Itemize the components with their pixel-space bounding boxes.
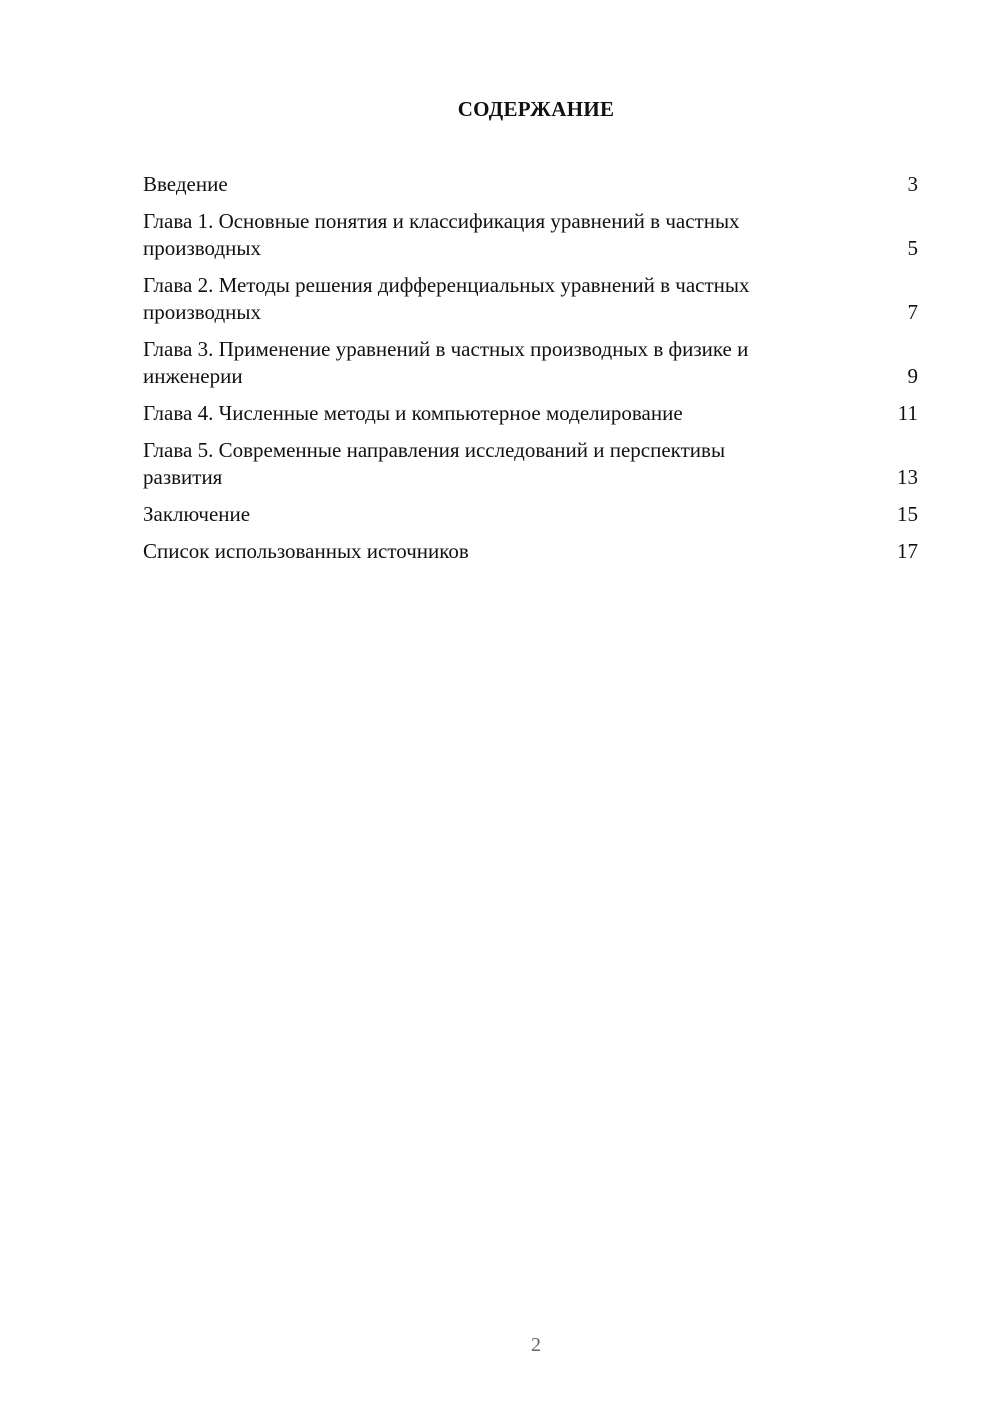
toc-entry-page: 9 (907, 364, 918, 388)
toc-entry-page: 3 (907, 172, 918, 196)
toc-entry-page: 7 (907, 300, 918, 324)
toc-entry-page: 15 (897, 502, 918, 526)
toc-entry-title: Глава 5. Современные направления исследований и перспективы развития (143, 438, 726, 489)
toc-entry-title: Введение (143, 172, 228, 196)
toc-entry-introduction[interactable] (143, 171, 918, 198)
toc-entry-chapter-5[interactable] (143, 437, 918, 491)
toc-entry-title: Глава 4. Численные методы и компьютерное моделирование (143, 401, 683, 425)
toc-entry-chapter-2[interactable] (143, 272, 918, 326)
toc-entry-title: Заключение (143, 502, 251, 526)
toc-entry-page: 17 (897, 539, 918, 563)
toc-entry-title: Список использованных источников (143, 539, 469, 563)
toc-entry-title: Глава 2. Методы решения дифференциальных уравнений в частных производных (143, 273, 750, 324)
page-number: 2 (531, 1334, 541, 1356)
toc-entry-title: Глава 1. Основные понятия и классификация уравнений в частных производных (143, 209, 740, 260)
toc-entry-chapter-3[interactable] (143, 336, 918, 390)
toc-entry-conclusion[interactable] (143, 501, 918, 528)
toc-entry-page: 5 (907, 236, 918, 260)
toc-entry-chapter-4[interactable] (143, 400, 918, 427)
toc-entry-page: 13 (897, 465, 918, 489)
page-title: СОДЕРЖАНИЕ (457, 97, 615, 121)
toc-entry-references[interactable] (143, 538, 918, 565)
toc-entry-page: 11 (897, 401, 918, 425)
table-of-contents (143, 171, 918, 575)
toc-entry-title: Глава 3. Применение уравнений в частных производных в физике и инженерии (143, 337, 749, 388)
toc-entry-chapter-1[interactable] (143, 208, 918, 262)
